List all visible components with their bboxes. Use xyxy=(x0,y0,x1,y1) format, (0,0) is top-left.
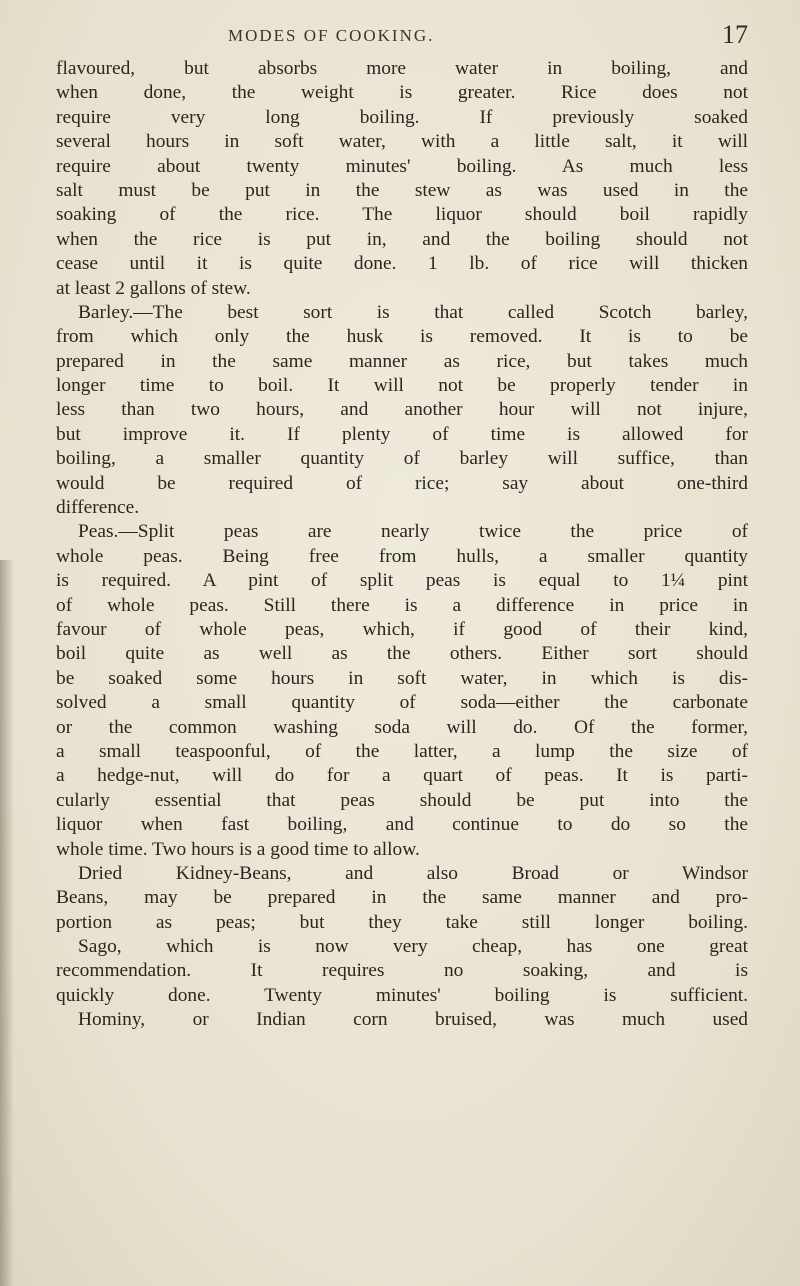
text-line: cularly essential that peas should be put into the xyxy=(56,789,748,811)
text-line: cease until it is quite done. 1 lb. of rice will thicken xyxy=(56,253,748,275)
text-line: solved a small quantity of soda—either the carbonate xyxy=(56,692,748,714)
text-line: or the common washing soda will do. Of the former, xyxy=(56,716,748,738)
text-line: quickly done. Twenty minutes' boiling is sufficient. xyxy=(56,984,748,1006)
text-line: less than two hours, and another hour will not injure, xyxy=(56,399,748,421)
text-line: boiling, a smaller quantity of barley will suffice, than xyxy=(56,448,748,470)
text-line: flavoured, but absorbs more water in boiling, and xyxy=(56,58,748,79)
binding-shadow xyxy=(0,560,14,1286)
text-line: portion as peas; but they take still longer boiling. xyxy=(56,911,748,933)
text-line: when the rice is put in, and the boiling should not xyxy=(56,228,748,250)
text-line: difference. xyxy=(56,497,140,519)
text-line: would be required of rice; say about one-third xyxy=(56,472,748,494)
text-line: require very long boiling. If previously soaked xyxy=(56,106,748,128)
page-number: 17 xyxy=(722,20,748,49)
paragraph-hominy: Hominy, or Indian corn bruised, was much used xyxy=(78,1009,748,1031)
text-line: at least 2 gallons of stew. xyxy=(56,277,251,299)
paragraph-barley: Barley.—The best sort is that called Scotch barley, xyxy=(78,301,748,323)
text-line: liquor when fast boiling, and continue to do so the xyxy=(56,814,748,836)
text-line: but improve it. If plenty of time is allowed for xyxy=(56,423,748,445)
text-line: is required. A pint of split peas is equal to 1¼ pint xyxy=(56,570,748,592)
text-line: require about twenty minutes' boiling. As much less xyxy=(56,155,748,177)
text-line: soaking of the rice. The liquor should boil rapidly xyxy=(56,204,748,226)
text-line: boil quite as well as the others. Either sort should xyxy=(56,643,748,665)
text-line: when done, the weight is greater. Rice does not xyxy=(56,82,748,104)
paragraph-kidney-beans: Dried Kidney-Beans, and also Broad or Windsor xyxy=(78,862,748,884)
text-line: salt must be put in the stew as was used in the xyxy=(56,179,748,201)
text-line: favour of whole peas, which, if good of their kind, xyxy=(56,618,748,640)
text-line: from which only the husk is removed. It is to be xyxy=(56,326,748,348)
running-head xyxy=(58,20,748,50)
text-line: a small teaspoonful, of the latter, a lump the size of xyxy=(56,740,748,762)
body-text xyxy=(56,57,748,1033)
text-line: whole peas. Being free from hulls, a smaller quantity xyxy=(56,545,748,567)
text-line: a hedge-nut, will do for a quart of peas. It is parti- xyxy=(56,765,748,787)
text-line: longer time to boil. It will not be properly tender in xyxy=(56,375,748,397)
text-line: whole time. Two hours is a good time to allow. xyxy=(56,838,420,860)
text-line: several hours in soft water, with a little salt, it will xyxy=(56,131,748,153)
text-line: recommendation. It requires no soaking, and is xyxy=(56,960,748,982)
text-line: Beans, may be prepared in the same manner and pro- xyxy=(56,887,748,909)
text-line: prepared in the same manner as rice, but takes much xyxy=(56,350,748,372)
running-title: MODES OF COOKING. xyxy=(228,26,435,45)
text-line: of whole peas. Still there is a difference in price in xyxy=(56,594,748,616)
paragraph-peas: Peas.—Split peas are nearly twice the price of xyxy=(78,521,748,543)
paragraph-sago: Sago, which is now very cheap, has one great xyxy=(78,936,748,958)
text-line: be soaked some hours in soft water, in which is dis- xyxy=(56,667,748,689)
